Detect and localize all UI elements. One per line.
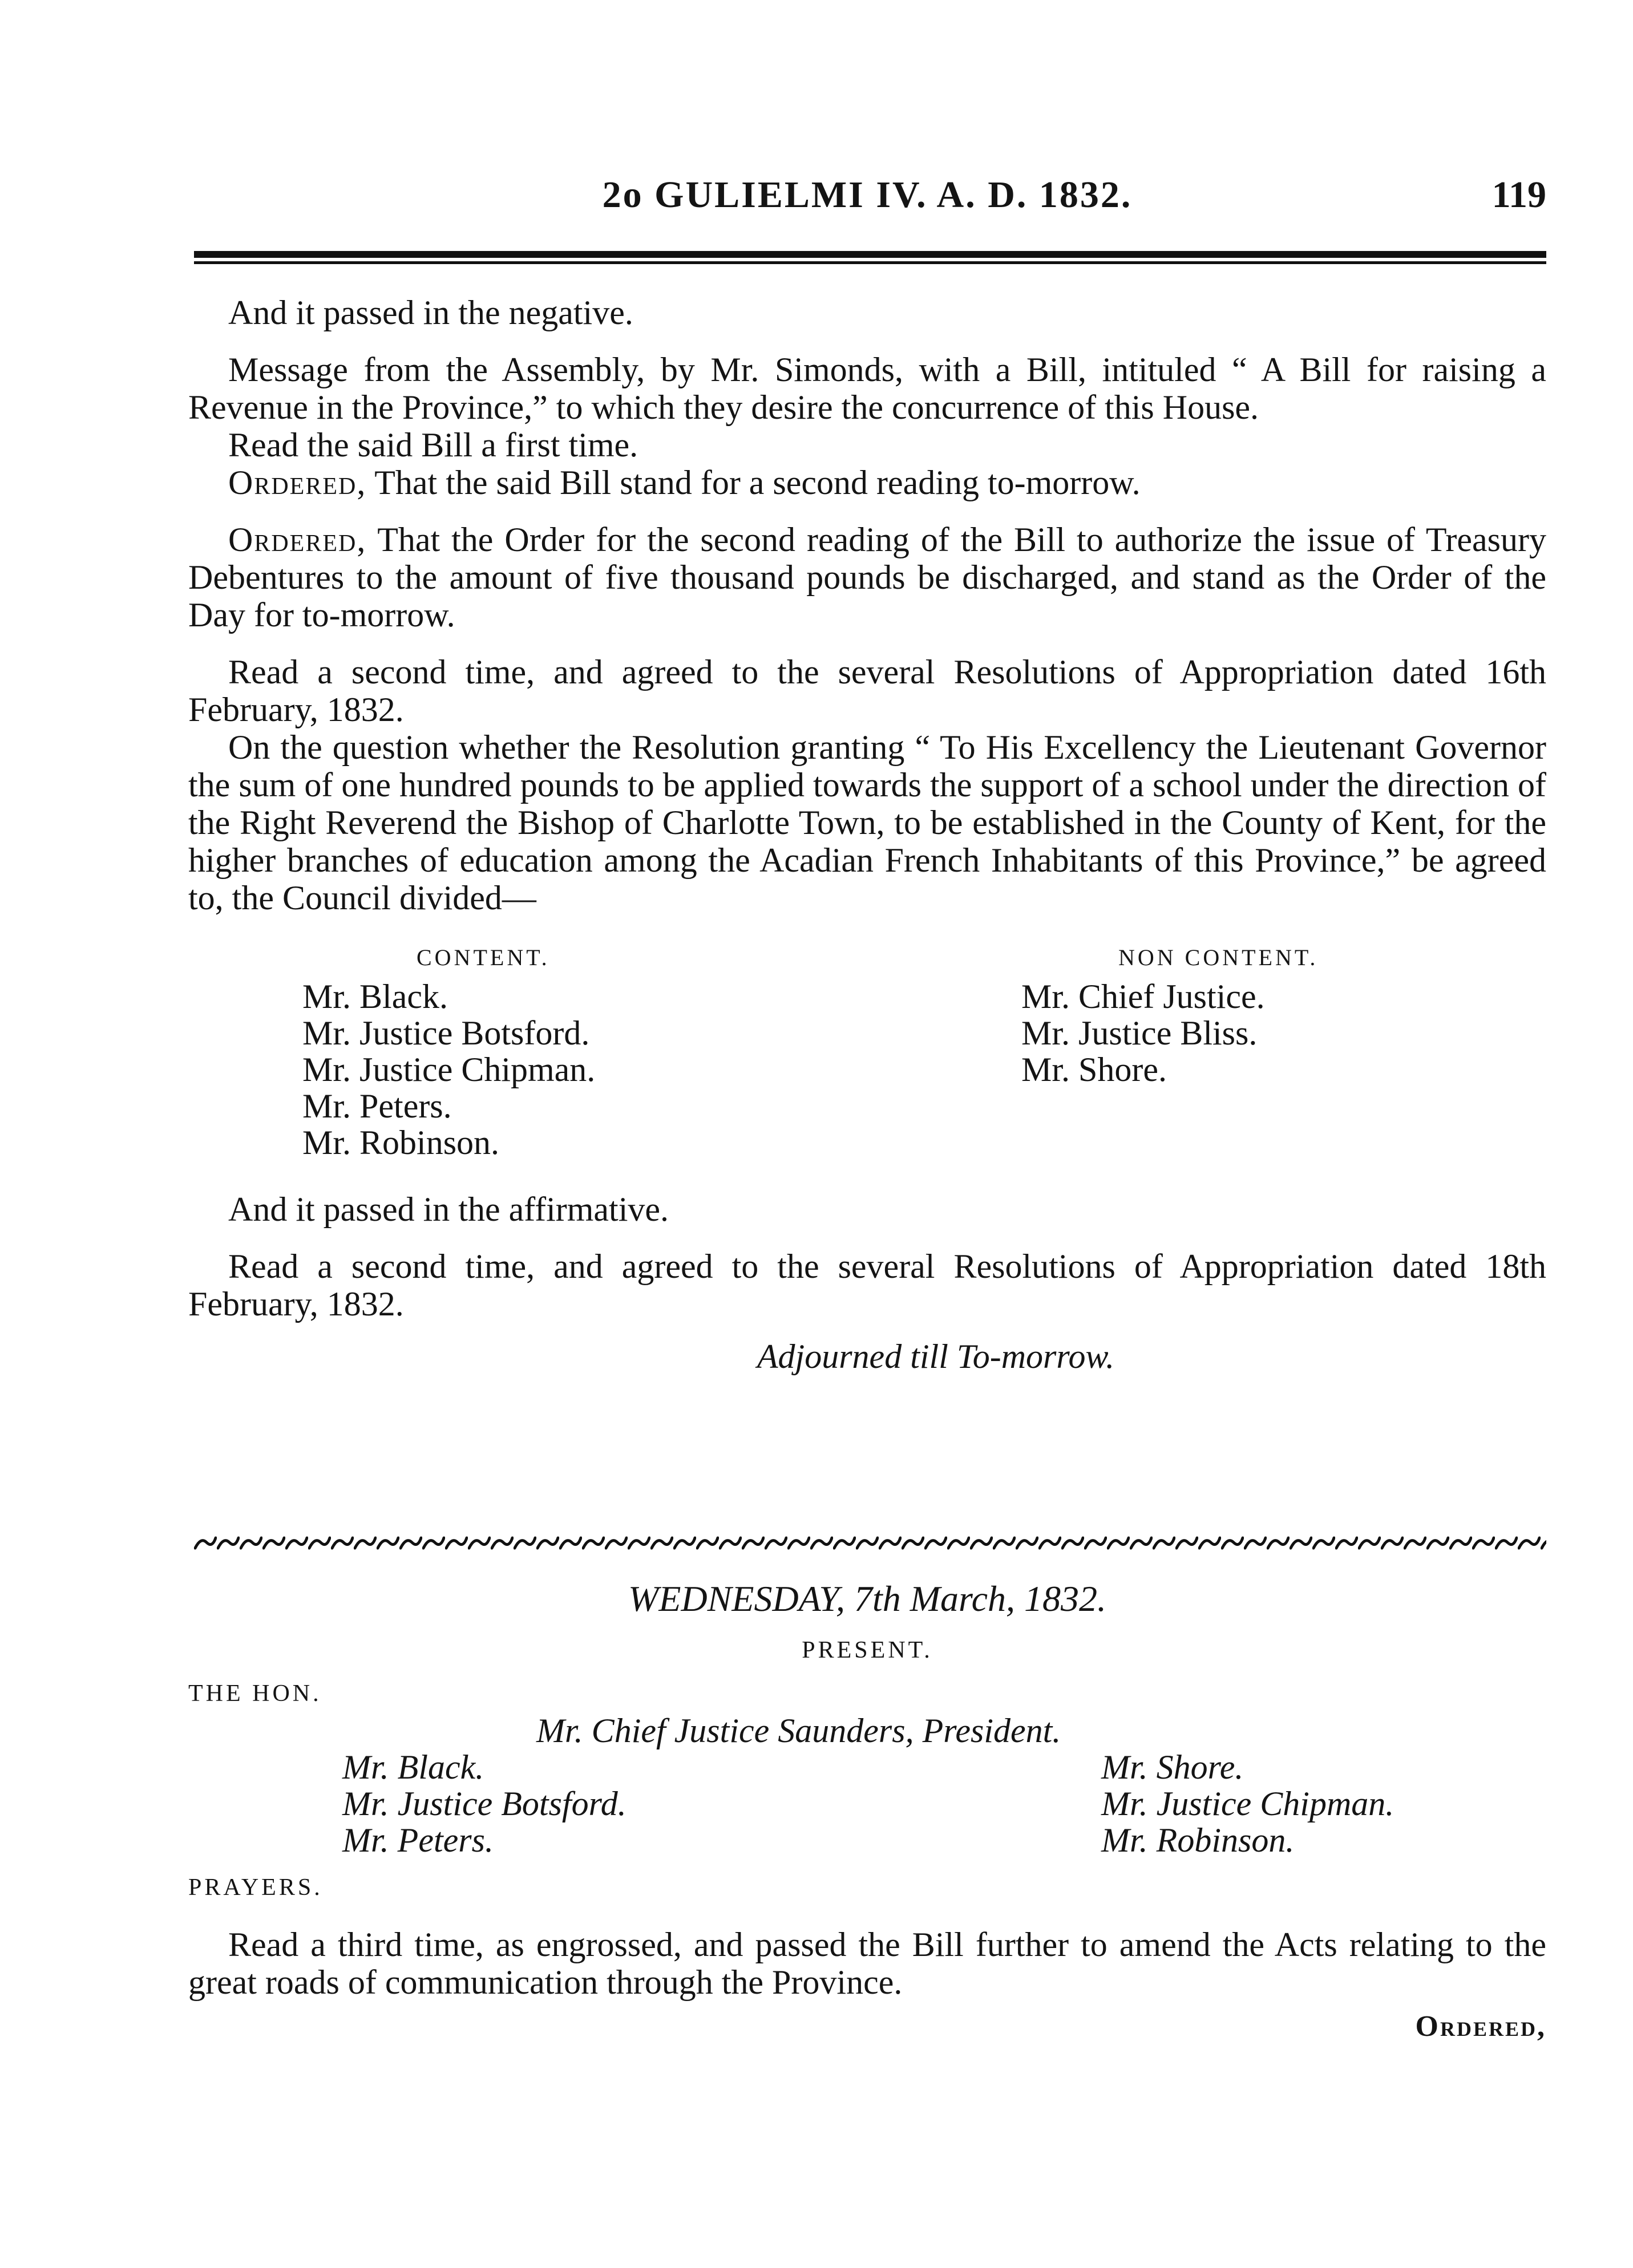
sitting-section bbox=[188, 1580, 1546, 2046]
list-item: Mr. Robinson. bbox=[302, 1124, 500, 1161]
paragraph-ordered-second-reading bbox=[188, 464, 1546, 501]
running-head: 2o GULIELMI IV. A. D. 1832. bbox=[602, 174, 1133, 216]
header-rule-thick bbox=[194, 251, 1546, 258]
list-item: Mr. Peters. bbox=[302, 1087, 452, 1125]
president-line: Mr. Chief Justice Saunders, President. bbox=[536, 1712, 1061, 1749]
list-item: Mr. Shore. bbox=[1101, 1748, 1244, 1786]
paragraph-third-reading: Read a third time, as engrossed, and passed the Bill further to amend the Acts relating to the great roads of communication through the Province. bbox=[188, 1926, 1546, 2001]
paragraph-affirmative: And it passed in the affirmative. bbox=[228, 1190, 669, 1228]
non-content-list bbox=[1021, 978, 1318, 1088]
list-item: Mr. Shore. bbox=[1021, 1051, 1167, 1088]
page-number: 119 bbox=[1491, 174, 1546, 216]
hon-label: THE HON. bbox=[188, 1680, 322, 1707]
members-right bbox=[1101, 1749, 1394, 1858]
paragraph-message: Message from the Assembly, by Mr. Simonds, with a Bill, intituled “ A Bill for raising a Revenue in the Province,” to which they desire the concurrence of this House. bbox=[188, 351, 1546, 426]
prayers-label: PRAYERS. bbox=[188, 1874, 323, 1901]
present-label: PRESENT. bbox=[802, 1637, 933, 1663]
non-content-column bbox=[1021, 939, 1318, 1088]
paragraph-resolutions-16th: Read a second time, and agreed to the several Resolutions of Appropriation dated 16th February, 1832. bbox=[188, 653, 1546, 728]
list-item: Mr. Justice Chipman. bbox=[302, 1051, 596, 1088]
list-item: Mr. Peters. bbox=[342, 1821, 494, 1859]
list-item: Mr. Justice Botsford. bbox=[302, 1014, 590, 1052]
adjourned-line: Adjourned till To-morrow. bbox=[757, 1338, 1115, 1375]
division-list bbox=[188, 939, 1546, 1190]
ordered-lead: Ordered, bbox=[228, 464, 367, 501]
catchword: Ordered, bbox=[1415, 2010, 1546, 2043]
paragraph-resolutions-18th: Read a second time, and agreed to the several Resolutions of Appropriation dated 18th February, 1832. bbox=[188, 1248, 1546, 1323]
header-rule-thin bbox=[194, 261, 1546, 264]
content-list bbox=[302, 978, 595, 1161]
list-item: Mr. Robinson. bbox=[1101, 1821, 1295, 1859]
paragraph-ordered-discharged bbox=[188, 521, 1546, 634]
content-heading: CONTENT. bbox=[417, 945, 550, 970]
members-present bbox=[188, 1712, 1546, 1866]
list-item: Mr. Chief Justice. bbox=[1021, 978, 1265, 1015]
ordered-text: That the said Bill stand for a second reading to-morrow. bbox=[366, 464, 1141, 501]
paragraph-negative: And it passed in the negative. bbox=[228, 294, 633, 331]
wavy-divider bbox=[194, 1534, 1546, 1552]
page-header bbox=[188, 160, 1546, 228]
ordered-text: That the Order for the second reading of the Bill to authorize the issue of Treasury Debentures to the amount of five thousand pounds be discharged, and stand as the Order of the Day for to-morrow. bbox=[188, 521, 1546, 634]
list-item: Mr. Justice Botsford. bbox=[342, 1785, 626, 1822]
ordered-lead: Ordered, bbox=[228, 521, 367, 558]
journal-body bbox=[188, 294, 1546, 1375]
non-content-heading: NON CONTENT. bbox=[1118, 945, 1319, 970]
content-column bbox=[302, 939, 595, 1161]
members-left bbox=[342, 1749, 626, 1858]
paragraph-question: On the question whether the Resolution granting “ To His Excellency the Lieutenant Governor the sum of one hundred pounds to be applied towards the support of a school under the direction of the Right Reverend the Bishop of Charlotte Town, to be established in the County of Kent, for the higher branches of education among the Acadian French Inhabitants of this Province,” be agreed to, the Council divided— bbox=[188, 728, 1546, 917]
list-item: Mr. Black. bbox=[302, 978, 448, 1015]
list-item: Mr. Black. bbox=[342, 1748, 484, 1786]
list-item: Mr. Justice Bliss. bbox=[1021, 1014, 1258, 1052]
sitting-date: WEDNESDAY, 7th March, 1832. bbox=[628, 1578, 1106, 1619]
paragraph-first-reading: Read the said Bill a first time. bbox=[228, 426, 638, 464]
list-item: Mr. Justice Chipman. bbox=[1101, 1785, 1394, 1822]
